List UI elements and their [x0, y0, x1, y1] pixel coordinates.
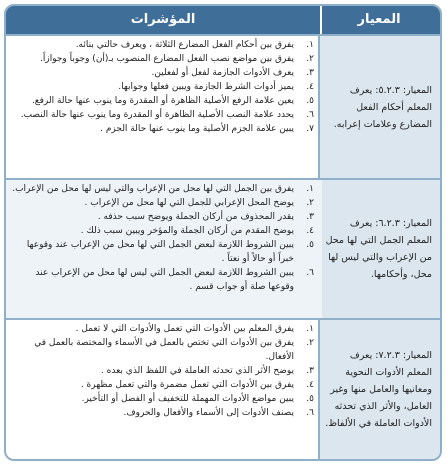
table-row	[6, 178, 440, 318]
indicator-number: ٤.	[306, 226, 314, 236]
indicator-number: ٦.	[306, 408, 314, 418]
indicator-item	[10, 336, 316, 364]
header-divider	[320, 6, 322, 34]
indicator-number: ١.	[306, 324, 314, 334]
indicator-item	[10, 364, 316, 378]
indicator-text: يفرق بين مواضع نصب الفعل المضارع المنصوب بـ(أن) وجوباً وجوازاً.	[40, 54, 294, 64]
indicator-text: يفرق المعلم بين الأدوات التي تعمل والأدوات التي لا تعمل .	[75, 324, 294, 334]
indicator-number: ٤.	[306, 380, 314, 390]
indicator-item	[10, 196, 316, 210]
indicator-number: ٢.	[306, 198, 314, 208]
indicator-number: ٥.	[306, 240, 314, 250]
table-row	[6, 34, 440, 178]
indicator-text: يحدد علامة النصب الأصلية الظاهرة أو المقدرة وما ينوب عنها حالة النصب.	[20, 110, 294, 120]
indicator-number: ٤.	[306, 82, 314, 92]
indicator-number: ٣.	[306, 366, 314, 376]
indicator-item	[10, 238, 316, 266]
indicator-item	[10, 182, 316, 196]
indicator-number: ٧.	[306, 124, 314, 134]
indicator-text: يبين علامة الجزم الأصلية وما ينوب عنها حالة الجزم .	[100, 124, 294, 134]
indicators-column-header: المؤشرات	[130, 12, 196, 27]
standard-text: المعيار: ٦.٢.٣: يعرف المعلم الجمل التي لها محل من الإعراب والتي ليس لها محل، وأحكامها.	[325, 218, 432, 280]
indicator-number: ١.	[306, 40, 314, 50]
indicator-text: يقدر المحذوف من أركان الجملة ويوضح سبب حذفه .	[97, 212, 294, 222]
indicator-item	[10, 266, 316, 294]
standard-text: المعيار: ٧.٢.٣: يعرف المعلم الأدوات النحوية ومعانيها والعامل منها وغير العامل، والأثر الذي تحدثه الأدوات العاملة في الألفاظ.	[325, 350, 432, 429]
standard-cell	[318, 36, 440, 178]
indicator-item	[10, 122, 316, 136]
indicator-text: يبين الشروط اللازمة لبعض الجمل التي لها محل من الإعراب عند وقوعها خبراً أو حالاً أو نعتاً .	[26, 240, 294, 264]
indicator-text: يبين الشروط اللازمة لبعض الجمل التي ليس لها محل من الإعراب عند وقوعها صلة أو جواب قسم .	[35, 268, 294, 292]
indicator-item	[10, 210, 316, 224]
indicators-cell	[6, 36, 322, 178]
indicator-number: ٦.	[306, 110, 314, 120]
indicator-number: ٥.	[306, 394, 314, 404]
indicator-number: ١.	[306, 184, 314, 194]
indicator-number: ٥.	[306, 96, 314, 106]
indicator-item	[10, 38, 316, 52]
table-header	[6, 6, 440, 34]
indicator-item	[10, 66, 316, 80]
indicator-item	[10, 406, 316, 420]
standards-table	[4, 4, 442, 461]
indicator-number: ٢.	[306, 338, 314, 348]
indicator-number: ٢.	[306, 54, 314, 64]
indicator-text: يفرق بين الجمل التي لها محل من الإعراب والتي ليس لها محل من الإعراب.	[12, 184, 294, 194]
indicator-text: يميز أدوات الشرط الجازمة ويبين فعلها وجوابها.	[118, 82, 294, 92]
table-row	[6, 318, 440, 459]
indicator-number: ٦.	[306, 268, 314, 278]
indicator-item	[10, 52, 316, 66]
indicator-text: يفرق بين الأدوات التي تعمل مضمرة والتي تعمل مظهرة .	[80, 380, 294, 390]
standard-text: المعيار: ٥.٢.٣: يعرف المعلم أحكام الفعل المضارع وعلامات إعرابه.	[333, 84, 432, 130]
indicator-item	[10, 80, 316, 94]
indicator-text: يعرف الأدوات الجازمة لفعل أو لفعلين.	[151, 68, 294, 78]
indicator-text: يفرق بين أحكام الفعل المضارع الثلاثة ، ويعرف حالتي بنائه.	[75, 40, 294, 50]
indicator-text: يوضح المقدم من أركان الجملة والمؤخر ويبين سبب ذلك .	[80, 226, 294, 236]
indicator-item	[10, 322, 316, 336]
indicator-text: يفرق بين الأدوات التي تختص بالعمل في الأسماء والمختصة بالعمل في الأفعال.	[34, 338, 294, 362]
standard-cell	[318, 320, 440, 459]
indicators-cell	[6, 180, 322, 318]
indicator-item	[10, 378, 316, 392]
indicator-text: يصنف الأدوات إلى الأسماء والأفعال والحروف.	[123, 408, 294, 418]
indicator-item	[10, 224, 316, 238]
indicator-number: ٣.	[306, 212, 314, 222]
indicator-item	[10, 94, 316, 108]
standard-column-header: المعيار	[357, 12, 401, 27]
indicator-text: يبين مواضع الأدوات المهملة للتخفيف أو الفصل أو التأخير.	[81, 394, 294, 404]
indicator-text: يعين علامة الرفع الأصلية الظاهرة أو المقدرة وما ينوب عنها حالة الرفع.	[31, 96, 294, 106]
indicator-text: يوضح المحل الإعرابي للجمل التي لها محل من الإعراب .	[84, 198, 294, 208]
indicator-item	[10, 392, 316, 406]
indicator-text: يوضح الأثر الذي تحدثه العاملة في اللفظ الذي بعده .	[100, 366, 294, 376]
indicator-item	[10, 108, 316, 122]
indicators-cell	[6, 320, 322, 459]
standard-cell	[318, 180, 440, 318]
indicator-number: ٣.	[306, 68, 314, 78]
